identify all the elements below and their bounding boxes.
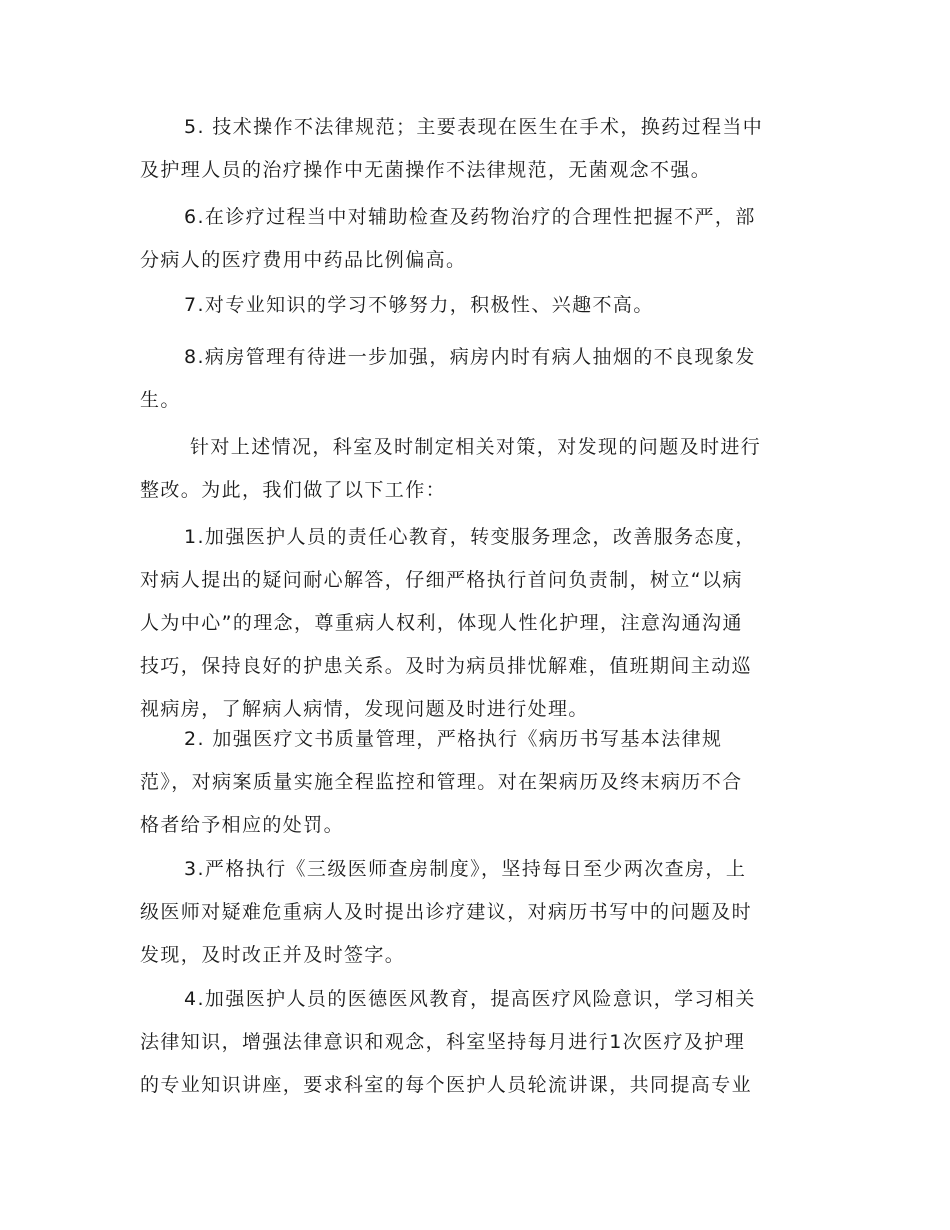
text-line: 3.严格执行《三级医师查房制度》，坚持每日至少两次查房，上 <box>184 858 747 880</box>
text-line: 法律知识，增强法律意识和观念，科室坚持每月进行1次医疗及护理 <box>140 1031 746 1053</box>
text-line: 的专业知识讲座，要求科室的每个医护人员轮流讲课，共同提高专业 <box>140 1074 753 1096</box>
text-line: 2. 加强医疗文书质量管理，严格执行《病历书写基本法律规 <box>184 728 723 750</box>
text-line: 范》，对病案质量实施全程监控和管理。对在架病历及终末病历不合 <box>140 771 743 793</box>
text-line: 生。 <box>140 389 181 411</box>
text-line: 人为中心”的理念，尊重病人权利，体现人性化护理，注意沟通沟通 <box>140 612 743 634</box>
text-line: 级医师对疑难危重病人及时提出诊疗建议，对病历书写中的问题及时 <box>140 901 753 923</box>
paragraph-item-5 <box>140 106 810 192</box>
text-line: 8.病房管理有待进一步加强，病房内时有病人抽烟的不良现象发 <box>184 346 756 368</box>
paragraph-item-8 <box>140 336 810 422</box>
text-line: 4.加强医护人员的医德医风教育，提高医疗风险意识，学习相关 <box>184 988 756 1010</box>
text-line: 发现，及时改正并及时签字。 <box>140 944 406 966</box>
text-line: 及护理人员的治疗操作中无菌操作不法律规范，无菌观念不强。 <box>140 159 712 181</box>
text-line: 技巧，保持良好的护患关系。及时为病员排忧解难，值班期间主动巡 <box>140 655 753 677</box>
paragraph-measure-4 <box>140 978 810 1107</box>
paragraph-measure-1 <box>140 516 810 731</box>
text-line: 1.加强医护人员的责任心教育，转变服务理念，改善服务态度， <box>184 526 756 548</box>
text-line: 整改。为此，我们做了以下工作： <box>140 479 447 501</box>
paragraph-measure-3 <box>140 848 810 977</box>
text-line: 6.在诊疗过程当中对辅助检查及药物治疗的合理性把握不严，部 <box>184 206 756 228</box>
text-line: 7.对专业知识的学习不够努力，积极性、兴趣不高。 <box>184 294 654 316</box>
text-line: 分病人的医疗费用中药品比例偏高。 <box>140 249 467 271</box>
text-line: 针对上述情况，科室及时制定相关对策，对发现的问题及时进行 <box>190 436 762 458</box>
text-line: 对病人提出的疑问耐心解答，仔细严格执行首问负责制，树立“以病 <box>140 569 743 591</box>
paragraph-item-6 <box>140 196 810 282</box>
paragraph-item-7 <box>140 284 810 327</box>
paragraph-measure-2 <box>140 718 810 847</box>
text-line: 视病房，了解病人病情，发现问题及时进行处理。 <box>140 698 589 720</box>
text-line: 格者给予相应的处罚。 <box>140 814 345 836</box>
text-line: 5. 技术操作不法律规范；主要表现在医生在手术，换药过程当中 <box>184 116 764 138</box>
paragraph-countermeasures-intro <box>140 426 810 512</box>
